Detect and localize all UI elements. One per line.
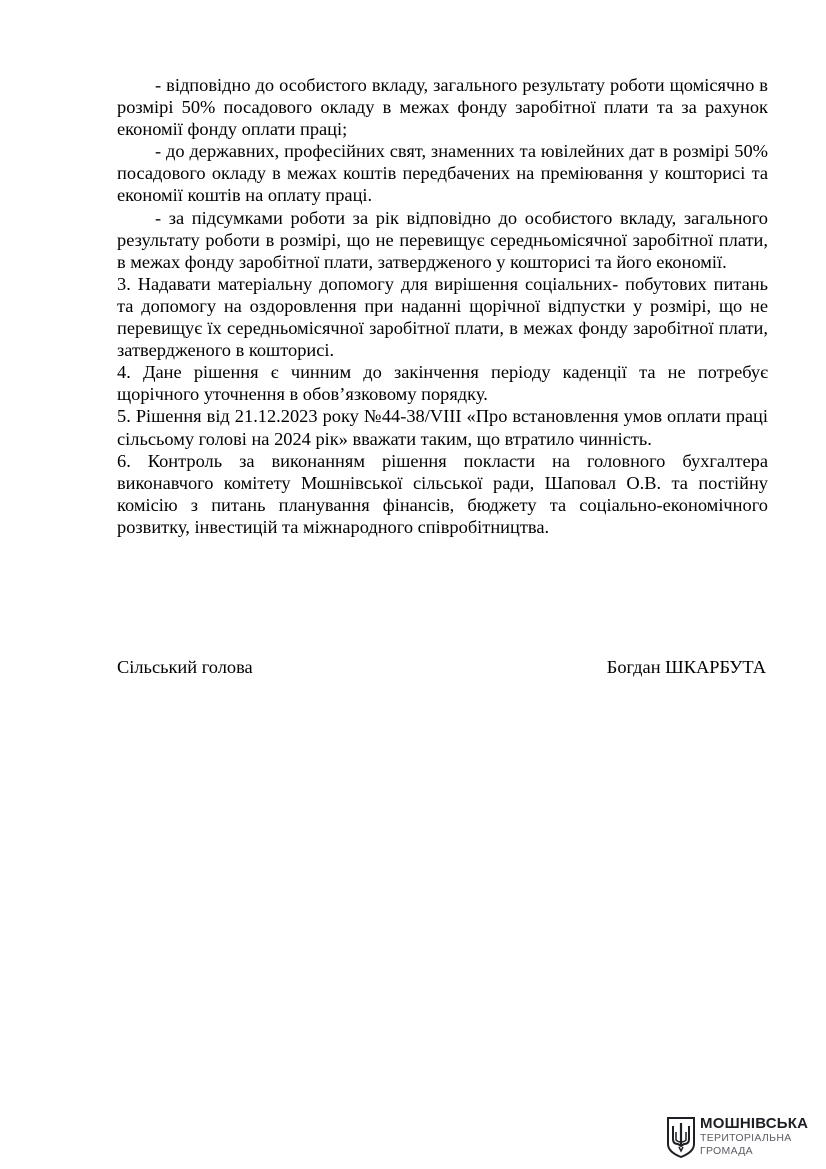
document-body: [117, 74, 768, 538]
logo-subtitle-line1: ТЕРИТОРІАЛЬНА: [700, 1132, 792, 1144]
bonus-item-holidays: - до державних, професійних свят, знаменних та ювілейних дат в розмірі 50% посадового окладу в межах коштів передбачених на преміювання у кошторисі та економії коштів на оплату праці.: [117, 141, 768, 206]
signatory-name: Богдан ШКАРБУТА: [606, 657, 766, 677]
trident-emblem-icon: [666, 1116, 696, 1158]
signatory-position: Сільський голова: [117, 657, 253, 677]
clause-6: 6. Контроль за виконанням рішення покласти на головного бухгалтера виконавчого комітету Мошнівської сільської ради, Шаповал О.В. та постійну комісію з питань планування фінансів, бюджету та соціально-економічного розвитку, інвестицій та міжнародного співробітництва.: [117, 450, 768, 537]
clause-3: 3. Надавати матеріальну допомогу для вирішення соціальних- побутових питань та допомогу на оздоровлення при наданні щорічної відпустки у розмірі, що не перевищує їх середньомісячної заробітної плати, в межах фонду заробітної плати, затвердженого в кошторисі.: [117, 273, 768, 361]
clause-5: 5. Рішення від 21.12.2023 року №44-38/VIII «Про встановлення умов оплати праці сільсьому голові на 2024 рік» вважати таким, що втратило чинність.: [117, 406, 768, 449]
clause-4: 4. Дане рішення є чинним до закінчення періоду каденції та не потребує щорічного уточнення в обов’язковому порядку.: [117, 362, 768, 405]
logo-title: МОШНІВСЬКА: [700, 1115, 809, 1132]
bonus-item-annual: - за підсумками роботи за рік відповідно до особистого вкладу, загального результату роботи в розмірі, що не перевищує середньомісячної заробітної плати, в межах фонду заробітної плати, затвердженого у кошторисі та його економії.: [117, 207, 768, 272]
community-logo: [666, 1114, 816, 1160]
logo-subtitle-line2: ГРОМАДА: [700, 1145, 753, 1157]
bonus-item-monthly: - відповідно до особистого вкладу, загального результату роботи щомісячно в розмірі 50% посадового окладу в межах фонду заробітної плати та за рахунок економії фонду оплати праці;: [117, 75, 768, 140]
